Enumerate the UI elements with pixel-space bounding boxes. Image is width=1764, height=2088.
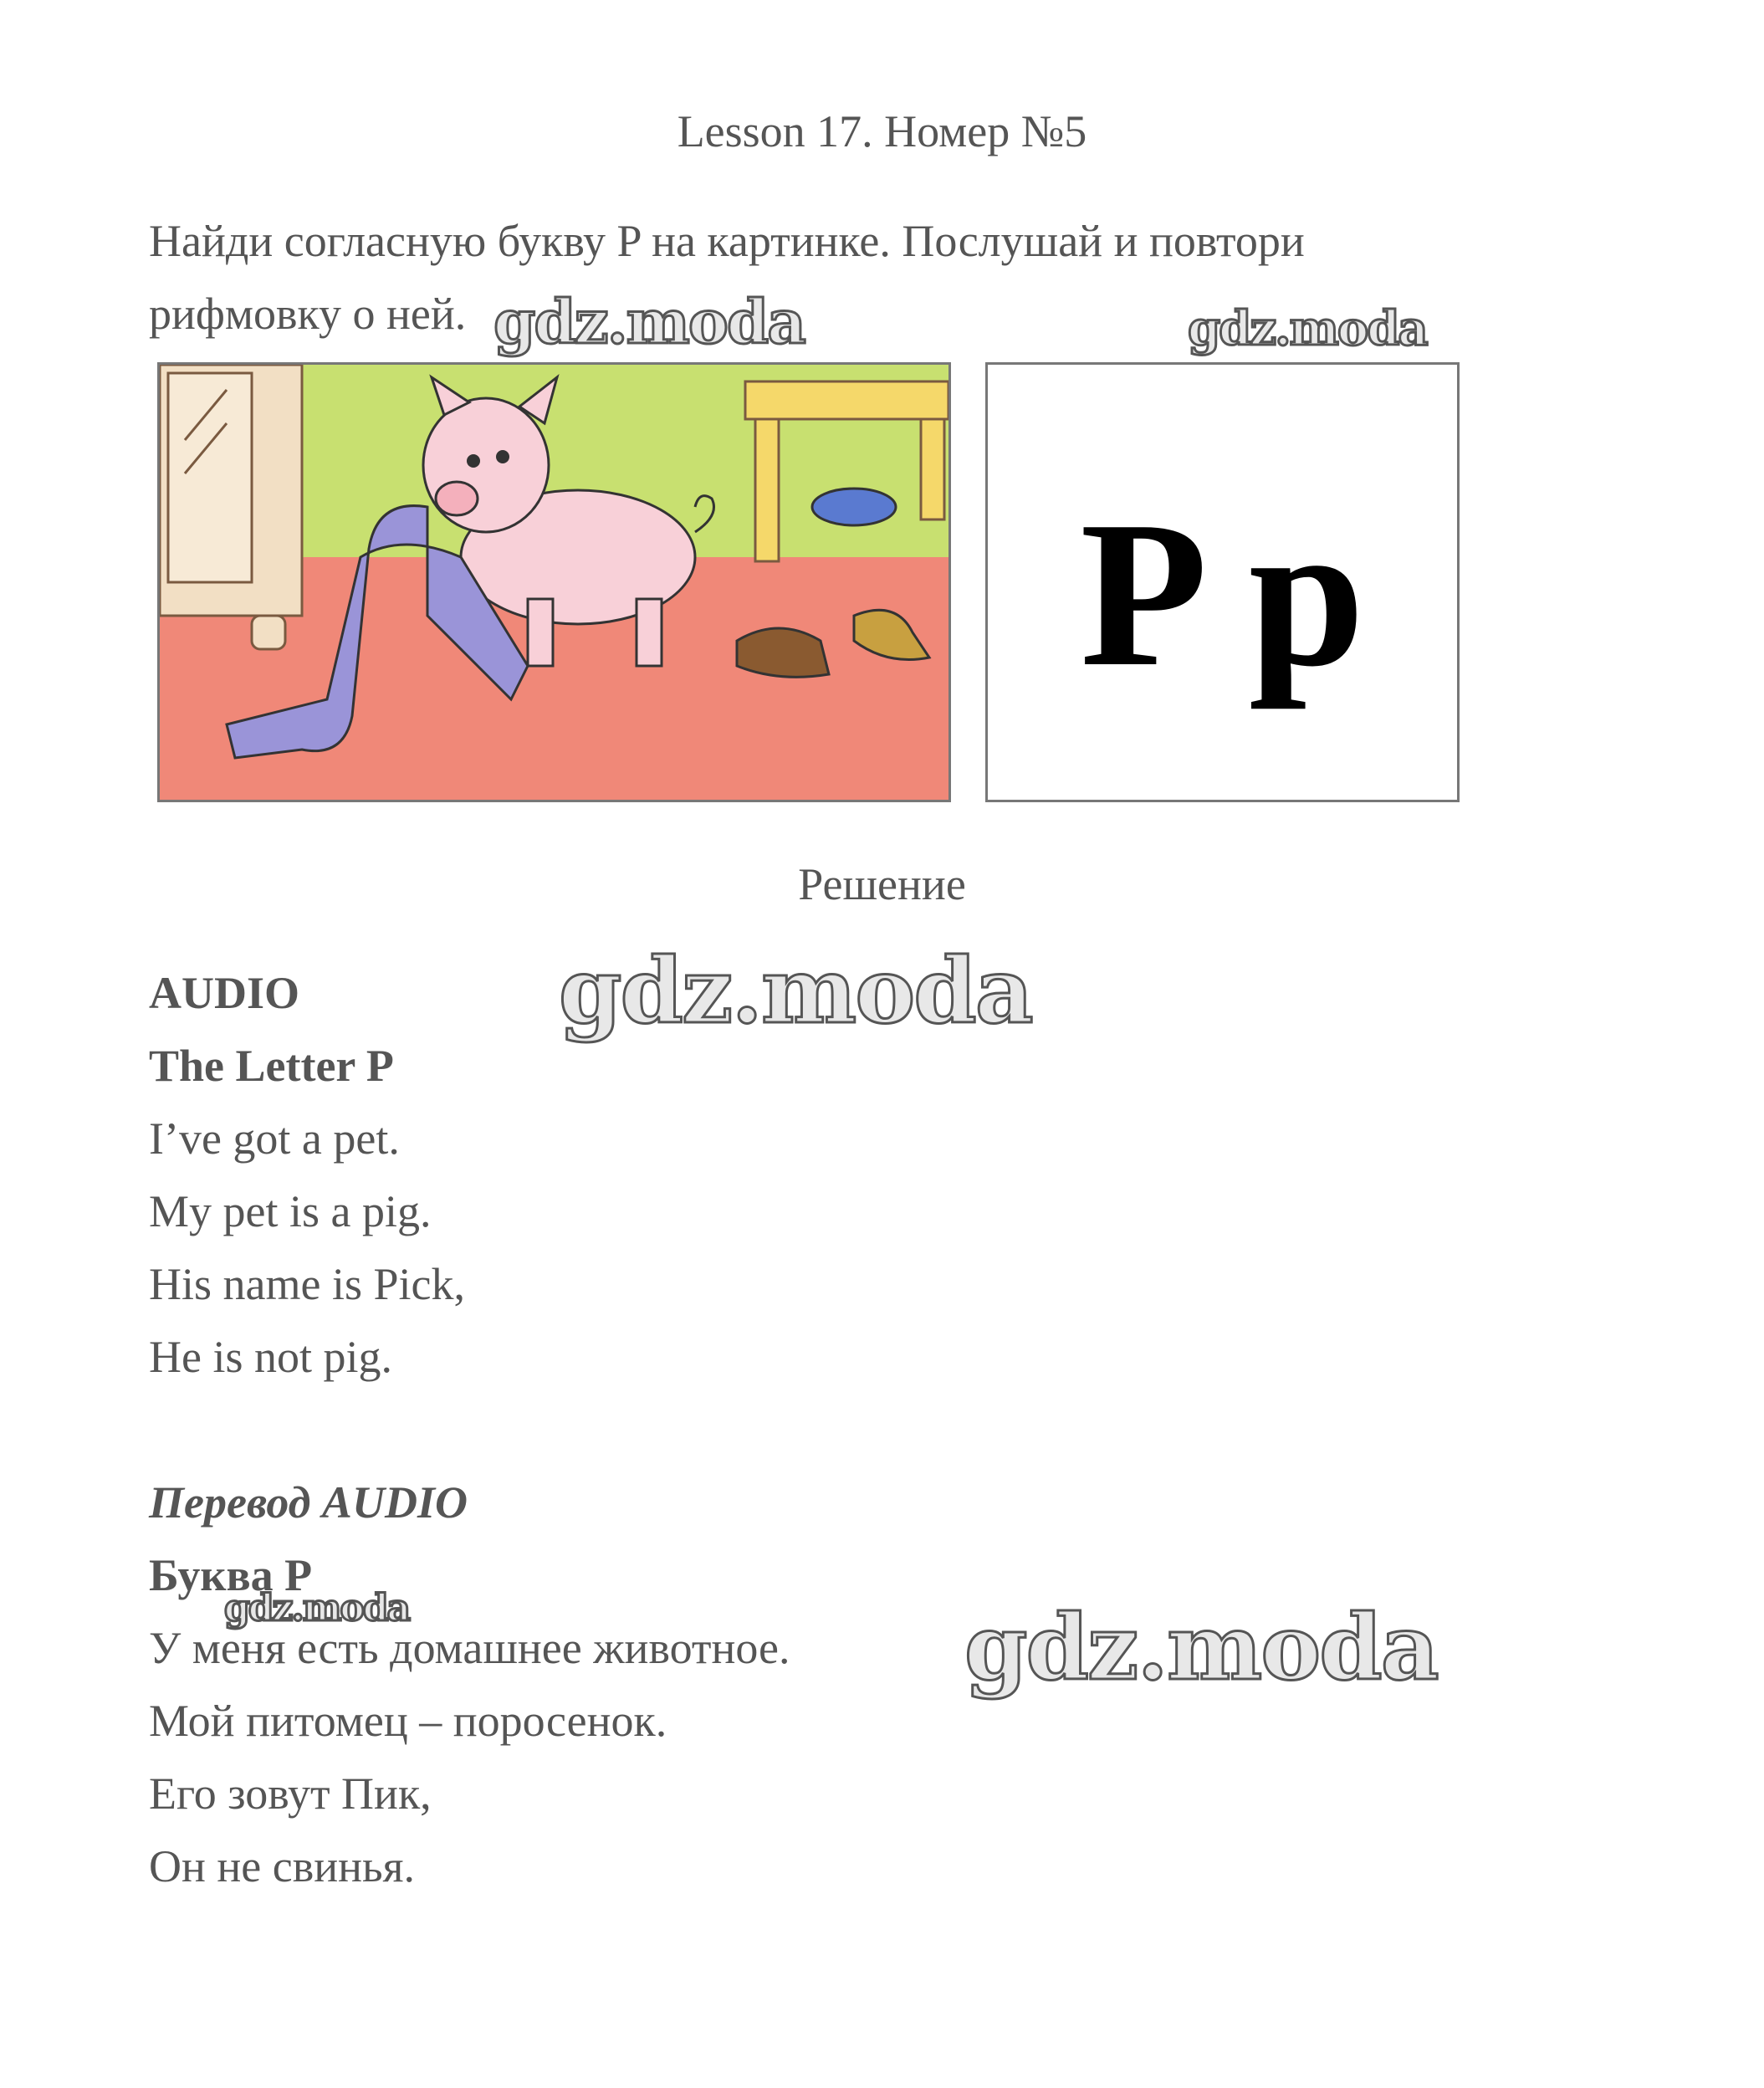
letter-pp: P p — [1080, 478, 1365, 710]
letter-card — [985, 362, 1460, 802]
poem-line: His name is Pick, — [149, 1259, 465, 1309]
translation-line: Мой питомец – поросенок. — [149, 1696, 667, 1746]
solution-heading: Решение — [798, 859, 966, 909]
watermark: gdz.moda — [964, 1595, 1438, 1701]
poem-line: My pet is a pig. — [149, 1186, 432, 1236]
wardrobe-foot — [252, 616, 285, 649]
task-text-line-2: рифмовку о ней. — [149, 289, 467, 339]
pig-scene-svg — [160, 365, 948, 800]
bench-top — [745, 381, 948, 419]
poem-title: The Letter P — [149, 1041, 394, 1091]
audio-label: AUDIO — [149, 968, 300, 1018]
translation-title: Буква P — [149, 1550, 313, 1600]
watermark: gdz.moda — [559, 939, 1032, 1044]
pig-illustration — [157, 362, 951, 802]
translation-label: Перевод AUDIO — [149, 1477, 468, 1528]
pig-eye — [467, 454, 480, 468]
boot — [812, 489, 896, 525]
watermark: gdz.moda — [224, 1587, 410, 1630]
pig-leg — [528, 599, 553, 666]
watermark: gdz.moda — [1188, 301, 1427, 356]
bench-leg — [755, 419, 779, 561]
translation-line: Его зовут Пик, — [149, 1768, 432, 1819]
wardrobe-mirror — [168, 373, 252, 582]
translation-line: У меня есть домашнее животное. — [149, 1623, 790, 1673]
pig-snout — [436, 482, 478, 515]
poem-line: I’ve got a pet. — [149, 1113, 400, 1164]
task-text-line-1: Найди согласную букву P на картинке. Послушай и повтори — [149, 216, 1305, 266]
page-title: Lesson 17. Номер №5 — [677, 106, 1087, 156]
watermark: gdz.moda — [493, 286, 805, 357]
poem-line: He is not pig. — [149, 1332, 392, 1382]
translation-line: Он не свинья. — [149, 1841, 415, 1891]
